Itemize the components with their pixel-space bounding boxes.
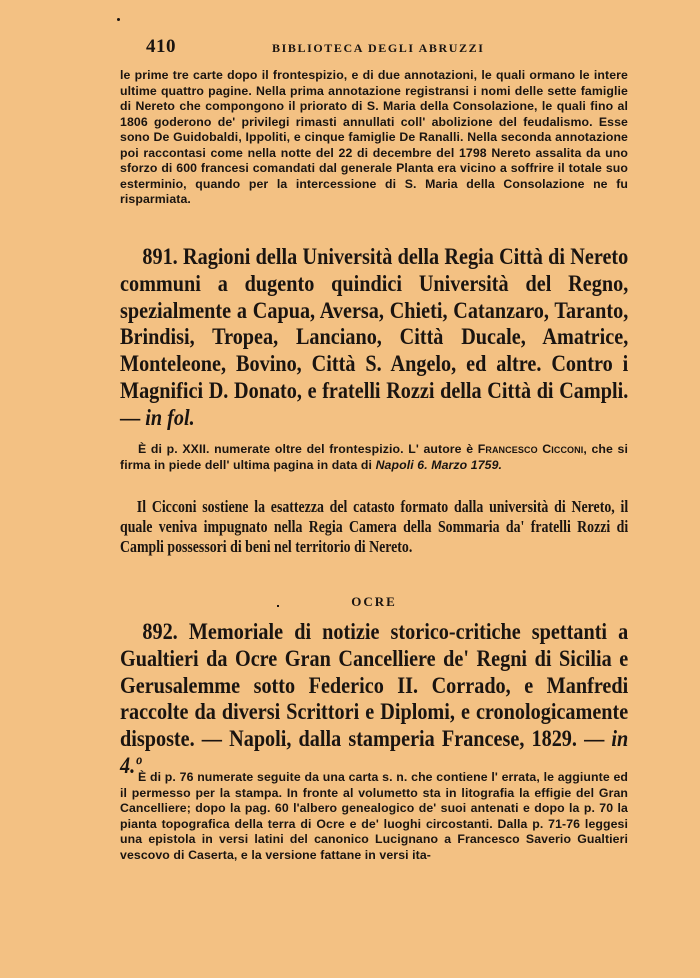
page-number: 410 xyxy=(146,36,176,57)
entry-891-commentary-text: Il Cicconi sostiene la esattezza del catasto formato dalla università di Nereto, il quale veniva impugnato nella Regia Camera della Sommaria da' fratelli Rozzi di Campli possessori di beni nel territorio di Nereto. xyxy=(120,497,629,556)
entry-892-note-text: È di p. 76 numerate seguite da una carta s. n. che contiene l' errata, le aggiunte ed il permesso per la stampa. In fronte al volumetto sta in litografia la effigie del Gran Cancelliere; dopo la pag. 60 l'albero genealogico de' suoi antenati e dopo la p. 70 la pianta topografica della terra di Ocre e de' luoghi circostanti. Dalla p. 71-76 leggesi una epistola in versi latini del canonico Lucignano a Francesco Saverio Gualtieri vescovo di Caserta, e la versione fattane in versi ita- xyxy=(120,770,628,862)
entry-892-title xyxy=(120,619,628,780)
entry-891-commentary xyxy=(120,497,628,557)
entry-891-author: Francesco Cicconi xyxy=(477,442,584,456)
entry-892-title-block xyxy=(120,619,628,780)
entry-891-note-prefix: È di p. XXII. numerate oltre del frontespizio. L' autore è xyxy=(138,442,478,456)
entry-891-format: in fol. xyxy=(145,404,195,431)
entry-892-note xyxy=(120,770,628,863)
page-header xyxy=(146,36,546,60)
running-title: BIBLIOTECA DEGLI ABRUZZI xyxy=(272,41,485,55)
entry-891-title-block xyxy=(120,244,628,432)
entry-891-note xyxy=(120,442,628,473)
entry-891-note-text xyxy=(120,442,628,473)
entry-892-title-text: 892. Memoriale di notizie storico-critiche spettanti a Gualtieri da Ocre Gran Cancelliere de' Regni di Sicilia e Gerusalemme sotto Federico II. Corrado, e Manfredi raccolte da diversi Scrittori e Diplomi, e cronologicamente disposte. — Napoli, dalla stamperia Francese, 1829. — xyxy=(120,619,629,753)
entry-891-title-text: 891. Ragioni della Università della Regia Città di Nereto communi a dugento quindici Università del Regno, spezialmente a Capua, Aversa, Chieti, Catanzaro, Taranto, Brindisi, Tropea, Lanciano, Città Ducale, Amatrice, Monteleone, Bovino, Città S. Angelo, ed altre. Contro i Magnifici D. Donato, e fratelli Rozzi della Città di Campli. — xyxy=(120,244,629,431)
intro-note-text: le prime tre carte dopo il frontespizio, e di due annotazioni, le quali ormano le intere ultime quattro pagine. Nella prima annotazione registransi i nomi delle sette famiglie di Nereto che compongono il priorato di S. Maria della Consolazione, le quali fino al 1806 goderono de' privilegi rimasti annullati coll' abolizione del feudalismo. Esse sono De Guidobaldi, Ippoliti, e cinque famiglie De Ranalli. Nella seconda annotazione poi raccontasi come nella notte del 22 di decembre del 1798 Nereto assalita da uno sforzo di 600 francesi comandati dal generale Planta era vicino a soffrire il totale suo esterminio, quando per la intercessione di S. Maria della Consolazione ne fu risparmiata. xyxy=(120,68,628,206)
entry-891-note-middle: , che si firma in piede dell' ultima pagina in data di xyxy=(120,442,628,472)
entry-891-place-date: Napoli 6. Marzo 1759. xyxy=(375,457,503,472)
section-heading: OCRE xyxy=(351,594,397,609)
entry-892-format: in 4.º xyxy=(120,726,629,779)
ink-speck xyxy=(117,18,120,21)
entry-891-title xyxy=(120,244,628,432)
intro-annotation xyxy=(120,68,628,208)
